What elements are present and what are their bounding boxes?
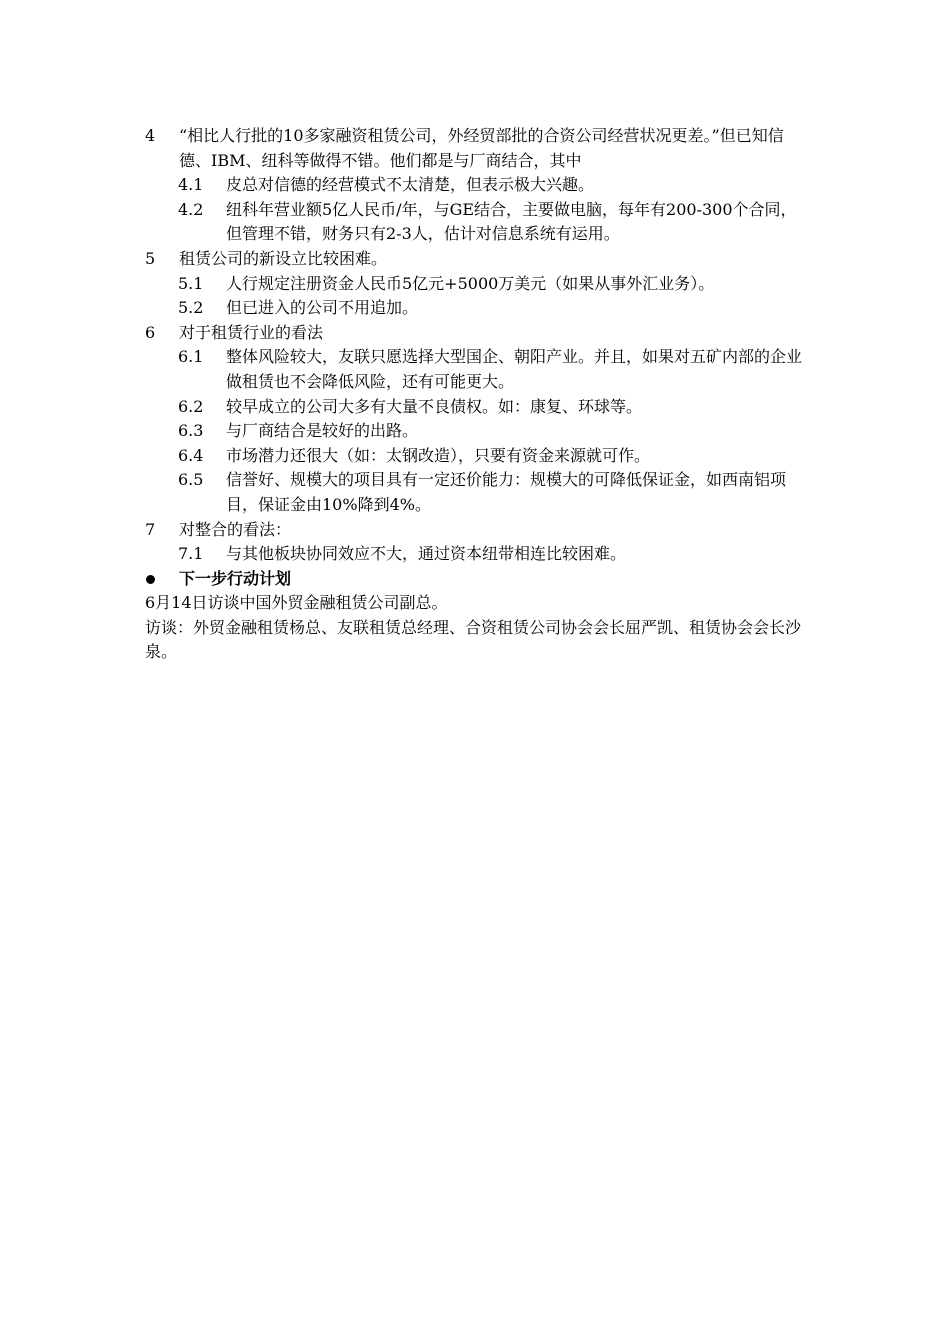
bullet-dot-icon: [146, 575, 155, 584]
item-text: 纽科年营业额5亿人民币/年，与GE结合，主要做电脑，每年有200-300个合同，但管理不错，财务只有2-3人，估计对信息系统有运用。: [226, 199, 797, 244]
list-item-6-4: [145, 444, 805, 469]
item-number: 5.1: [178, 273, 204, 293]
item-text: 皮总对信德的经营模式不太清楚，但表示极大兴趣。: [226, 175, 595, 195]
list-item-4-2: [145, 198, 805, 247]
list-item-5-2: [145, 296, 805, 321]
item-number: 6: [145, 322, 156, 342]
item-number: 6.1: [178, 347, 204, 367]
item-number: 4.2: [178, 199, 204, 219]
list-item-7: [145, 518, 805, 543]
item-text: 信誉好、规模大的项目具有一定还价能力：规模大的可降低保证金，如西南铝项目，保证金由10%降到4%。: [226, 470, 787, 514]
item-number: 4: [145, 126, 156, 145]
item-number: 6.3: [178, 421, 204, 441]
list-item-4: [145, 124, 805, 173]
list-item-5-1: [145, 272, 805, 297]
list-item-4-1: [145, 173, 805, 198]
next-steps-heading: [145, 567, 805, 592]
item-number: 7: [145, 519, 156, 539]
list-item-7-1: [145, 542, 805, 567]
item-number: 5.2: [178, 298, 204, 318]
list-item-6-3: [145, 419, 805, 444]
item-number: 5: [145, 248, 156, 268]
next-steps-line-2: 访谈：外贸金融租赁杨总、友联租赁总经理、合资租赁公司协会会长屈严凯、租赁协会会长沙泉。: [145, 617, 802, 662]
item-text: “相比人行批的10多家融资租赁公司，外经贸部批的合资公司经营状况更差。”但已知信德、IBM、纽科等做得不错。他们都是与厂商结合，其中: [179, 126, 784, 170]
item-text: 与厂商结合是较好的出路。: [226, 421, 419, 441]
item-text: 人行规定注册资金人民币5亿元+5000万美元（如果从事外汇业务）。: [226, 273, 715, 293]
item-number: 7.1: [178, 544, 204, 564]
item-text: 对整合的看法：: [179, 519, 292, 539]
item-number: 4.1: [178, 175, 204, 195]
list-item-6: [145, 321, 805, 346]
item-number: 6.5: [178, 470, 204, 490]
item-text: 与其他板块协同效应不大，通过资本纽带相连比较困难。: [226, 544, 627, 564]
heading-text: 下一步行动计划: [179, 568, 292, 588]
item-text: 较早成立的公司大多有大量不良债权。如：康复、环球等。: [226, 396, 643, 416]
item-text: 市场潜力还很大（如：太钢改造），只要有资金来源就可作。: [226, 445, 651, 465]
list-item-6-5: [145, 468, 805, 517]
item-number: 6.2: [178, 396, 204, 416]
list-item-5: [145, 247, 805, 272]
document-body: [145, 124, 805, 665]
item-text: 但已进入的公司不用追加。: [226, 298, 419, 318]
item-number: 6.4: [178, 445, 204, 465]
item-text: 租赁公司的新设立比较困难。: [179, 248, 388, 268]
item-text: 整体风险较大，友联只愿选择大型国企、朝阳产业。并且，如果对五矿内部的企业做租赁也不会降低风险，还有可能更大。: [226, 347, 803, 391]
list-item-6-1: [145, 345, 805, 394]
list-item-6-2: [145, 395, 805, 420]
next-steps-line-1: 6月14日访谈中国外贸金融租赁公司副总。: [145, 593, 448, 613]
item-text: 对于租赁行业的看法: [179, 322, 324, 342]
